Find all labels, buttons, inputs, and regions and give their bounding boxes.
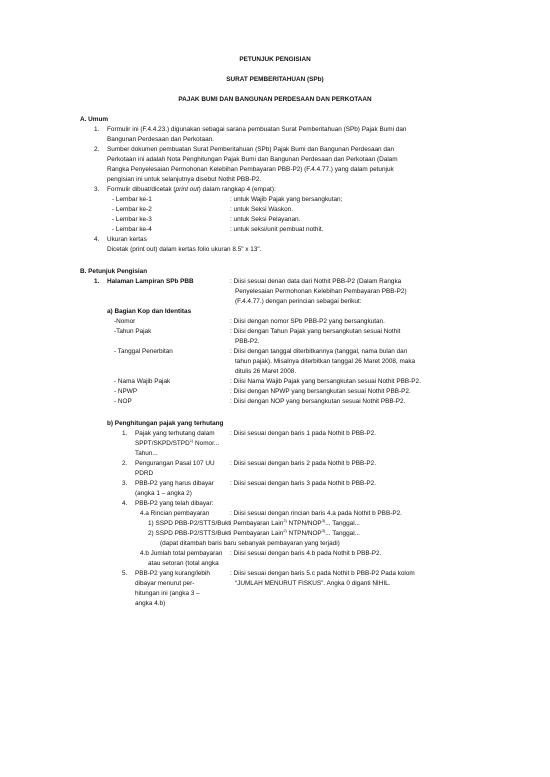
list-number: 5.: [122, 570, 128, 577]
paragraph-line: pengisian ini untuk selanjutnya disebut Nothit PBB-P2.: [107, 176, 262, 183]
doc-title-1: PETUNJUK PENGISIAN: [239, 56, 311, 63]
field-label: Halaman Lampiran SPb PBB: [107, 278, 194, 285]
field-desc: : Diisi sesuai denan data dari Nothit PBB-P2 (Dalam Rangka: [230, 278, 402, 285]
doc-title-2: SURAT PEMBERITAHUAN (SPb): [226, 76, 324, 83]
sheet-label: - Lembar ke-3: [112, 216, 152, 223]
field-desc: tahun pajak). Misalnya diterbitkan tanggal 26 Maret 2008, maka: [235, 358, 416, 365]
field-desc: Penyelesaian Permohonan Kelebihan Pembayaran PBB-P2): [235, 288, 407, 295]
field-desc: (F.4.4.77.) dengan perincian sebagai berikut:: [235, 298, 362, 305]
field-label: PDRD: [135, 470, 154, 477]
sheet-label: - Lembar ke-1: [112, 196, 152, 203]
list-number: 3.: [94, 186, 100, 193]
field-desc: : Diisi sesuai dengan baris 5.c pada Nothit b PBB-P2 Pada kolom: [230, 570, 415, 577]
field-label: angka 4.b): [135, 600, 166, 607]
sheet-purpose: : untuk Wajib Pajak yang bersangkutan;: [230, 196, 343, 203]
list-number: 3.: [122, 480, 128, 487]
paragraph-line: Perkotaan ini adalah Nota Penghitungan Pajak Bumi dan Bangunan Perdesaan dan Perkotaan (Dalam: [107, 156, 398, 163]
field-desc: “JUMLAH MENURUT FISKUS”. Angka 0 diganti NIHIL.: [235, 580, 391, 587]
list-number: 1.: [94, 126, 100, 133]
paragraph-line: Sumber dokumen pembuatan Surat Pemberitahuan (SPb) Pajak Bumi dan Bangunan Perdesaan dan: [107, 146, 395, 153]
paragraph-line: Ukuran kertas: [107, 236, 147, 243]
ssp-line: 1) SSPD PBB-P2/STTS/Bukti Pembayaran Lain$^{2)}$ NTPN/NOP$^{3)}$... Tanggal...: [148, 518, 360, 527]
list-number: 4.: [94, 236, 100, 243]
paragraph-line: Formulir ini (F.4.4.23.) digunakan sebagai sarana pembuatan Surat Pemberitahuan (SPb) Pajak Bumi dan: [107, 126, 407, 133]
subsection-heading: b) Penghitungan pajak yang terhutang: [107, 420, 224, 427]
subsection-heading: a) Bagian Kop dan Identitas: [107, 308, 192, 315]
field-label: 4.a Rincian pembayaran: [140, 510, 210, 517]
sheet-purpose: : untuk seksi/unit pembuat nothit.: [230, 226, 324, 233]
list-number: 4.: [122, 500, 128, 507]
field-label: PBB-P2 yang kurang/lebih: [135, 570, 210, 577]
section-b-heading: B. Petunjuk Pengisian: [80, 268, 148, 275]
field-desc: : Diisi dengan NOP yang bersangkutan sesuai Nothit PBB-P2.: [230, 398, 406, 405]
sheet-purpose: : untuk Seksi Waskon.: [230, 206, 293, 213]
sheet-label: - Lembar ke-2: [112, 206, 152, 213]
field-desc: : Diisi dengan tanggal diterbitkannya (tanggal, nama bulan dan: [230, 348, 408, 355]
field-desc: : Diisi sesuai dengan baris 2 pada Nothit b PBB-P2.: [230, 460, 377, 467]
ssp-line: 2) SSPD PBB-P2/STTS/Bukti Pembayaran Lain$^{2)}$ NTPN/NOP$^{3)}$... Tanggal...: [148, 528, 360, 537]
field-label: - Nama Wajib Pajak: [114, 378, 171, 385]
field-label: - Tanggal Penerbitan: [114, 348, 173, 355]
note-line: (dapat ditambah baris baru sebanyak pembayaran yang terjadi): [160, 540, 340, 547]
paragraph-line: Rangka Penyelesaian Permohonan Kelebihan Pembayaran PBB-P2) (F.4.4.77.) yang dalam petunjuk: [107, 166, 394, 173]
list-number: 2.: [122, 460, 128, 467]
field-desc: : Diisi sesuai dengan baris 1 pada Nothit b PBB-P2.: [230, 430, 377, 437]
field-label: Tahun...: [135, 450, 158, 457]
field-label: atau setoran (total angka: [148, 560, 219, 567]
field-label: SPPT/SKPD/STPD$^{1)}$ Nomor...: [135, 438, 220, 447]
section-a-heading: A. Umum: [80, 116, 109, 123]
field-desc: ditulis 26 Maret 2008.: [235, 368, 297, 375]
field-desc: : Diisi dengan NPWP yang bersangkutan sesuai Nothit PBB-P2.: [230, 388, 411, 395]
paragraph-line: Bangunan Perdesaan dan Perkotaan.: [107, 136, 214, 143]
field-label: - NOP: [114, 398, 132, 405]
field-label: dibayar menurut per-: [135, 580, 195, 587]
field-label: Pajak yang terhutang dalam: [135, 430, 215, 437]
sheet-purpose: : untuk Seksi Pelayanan.: [230, 216, 301, 223]
field-desc: : Diisi dengan nomor SPb PBB-P2 yang bersangkutan.: [230, 318, 385, 325]
doc-title-3: PAJAK BUMI DAN BANGUNAN PERDESAAN DAN PERKOTAAN: [178, 96, 372, 103]
field-label: - NPWP: [114, 388, 138, 395]
field-label: hitungan ini (angka 3 –: [135, 590, 200, 597]
field-label: PBB-P2 yang telah dibayar:: [135, 500, 214, 507]
list-number: 1.: [122, 430, 128, 437]
paragraph-line: Dicetak (print out) dalam kertas folio ukuran 8.5" x 13".: [107, 246, 262, 253]
field-desc: : Diisi Nama Wajib Pajak yang bersangkutan sesuai Nothit PBB-P2.: [230, 378, 421, 385]
list-number: 2.: [94, 146, 100, 153]
field-desc: : Diisi dengan Tahun Pajak yang bersangkutan sesuai Nothit: [230, 328, 401, 335]
field-label: 4.b Jumlah total pembayaran: [140, 550, 223, 557]
field-desc: PBB-P2.: [235, 338, 260, 345]
field-label: -Tahun Pajak: [114, 328, 152, 335]
paragraph-line: Formulir dibuat/dicetak (print out) dalam rangkap 4 (empat):: [107, 186, 276, 193]
field-label: PBB-P2 yang harus dibayar: [135, 480, 214, 487]
field-desc: : Diisi sesuai dengan baris 3 pada Nothit b PBB-P2.: [230, 480, 377, 487]
sheet-label: - Lembar ke-4: [112, 226, 152, 233]
field-desc: : Diisi sesuai dengan baris 4.b pada Nothit b PBB-P2.: [230, 550, 382, 557]
field-label: (angka 1 – angka 2): [135, 490, 192, 497]
list-number: 1.: [94, 278, 100, 285]
field-desc: : Diisi sesuai dengan rincian baris 4.a pada Nothit b PBB-P2.: [230, 510, 402, 517]
field-label: Pengurangan Pasal 107 UU: [135, 460, 215, 467]
field-label: -Nomor: [114, 318, 136, 325]
